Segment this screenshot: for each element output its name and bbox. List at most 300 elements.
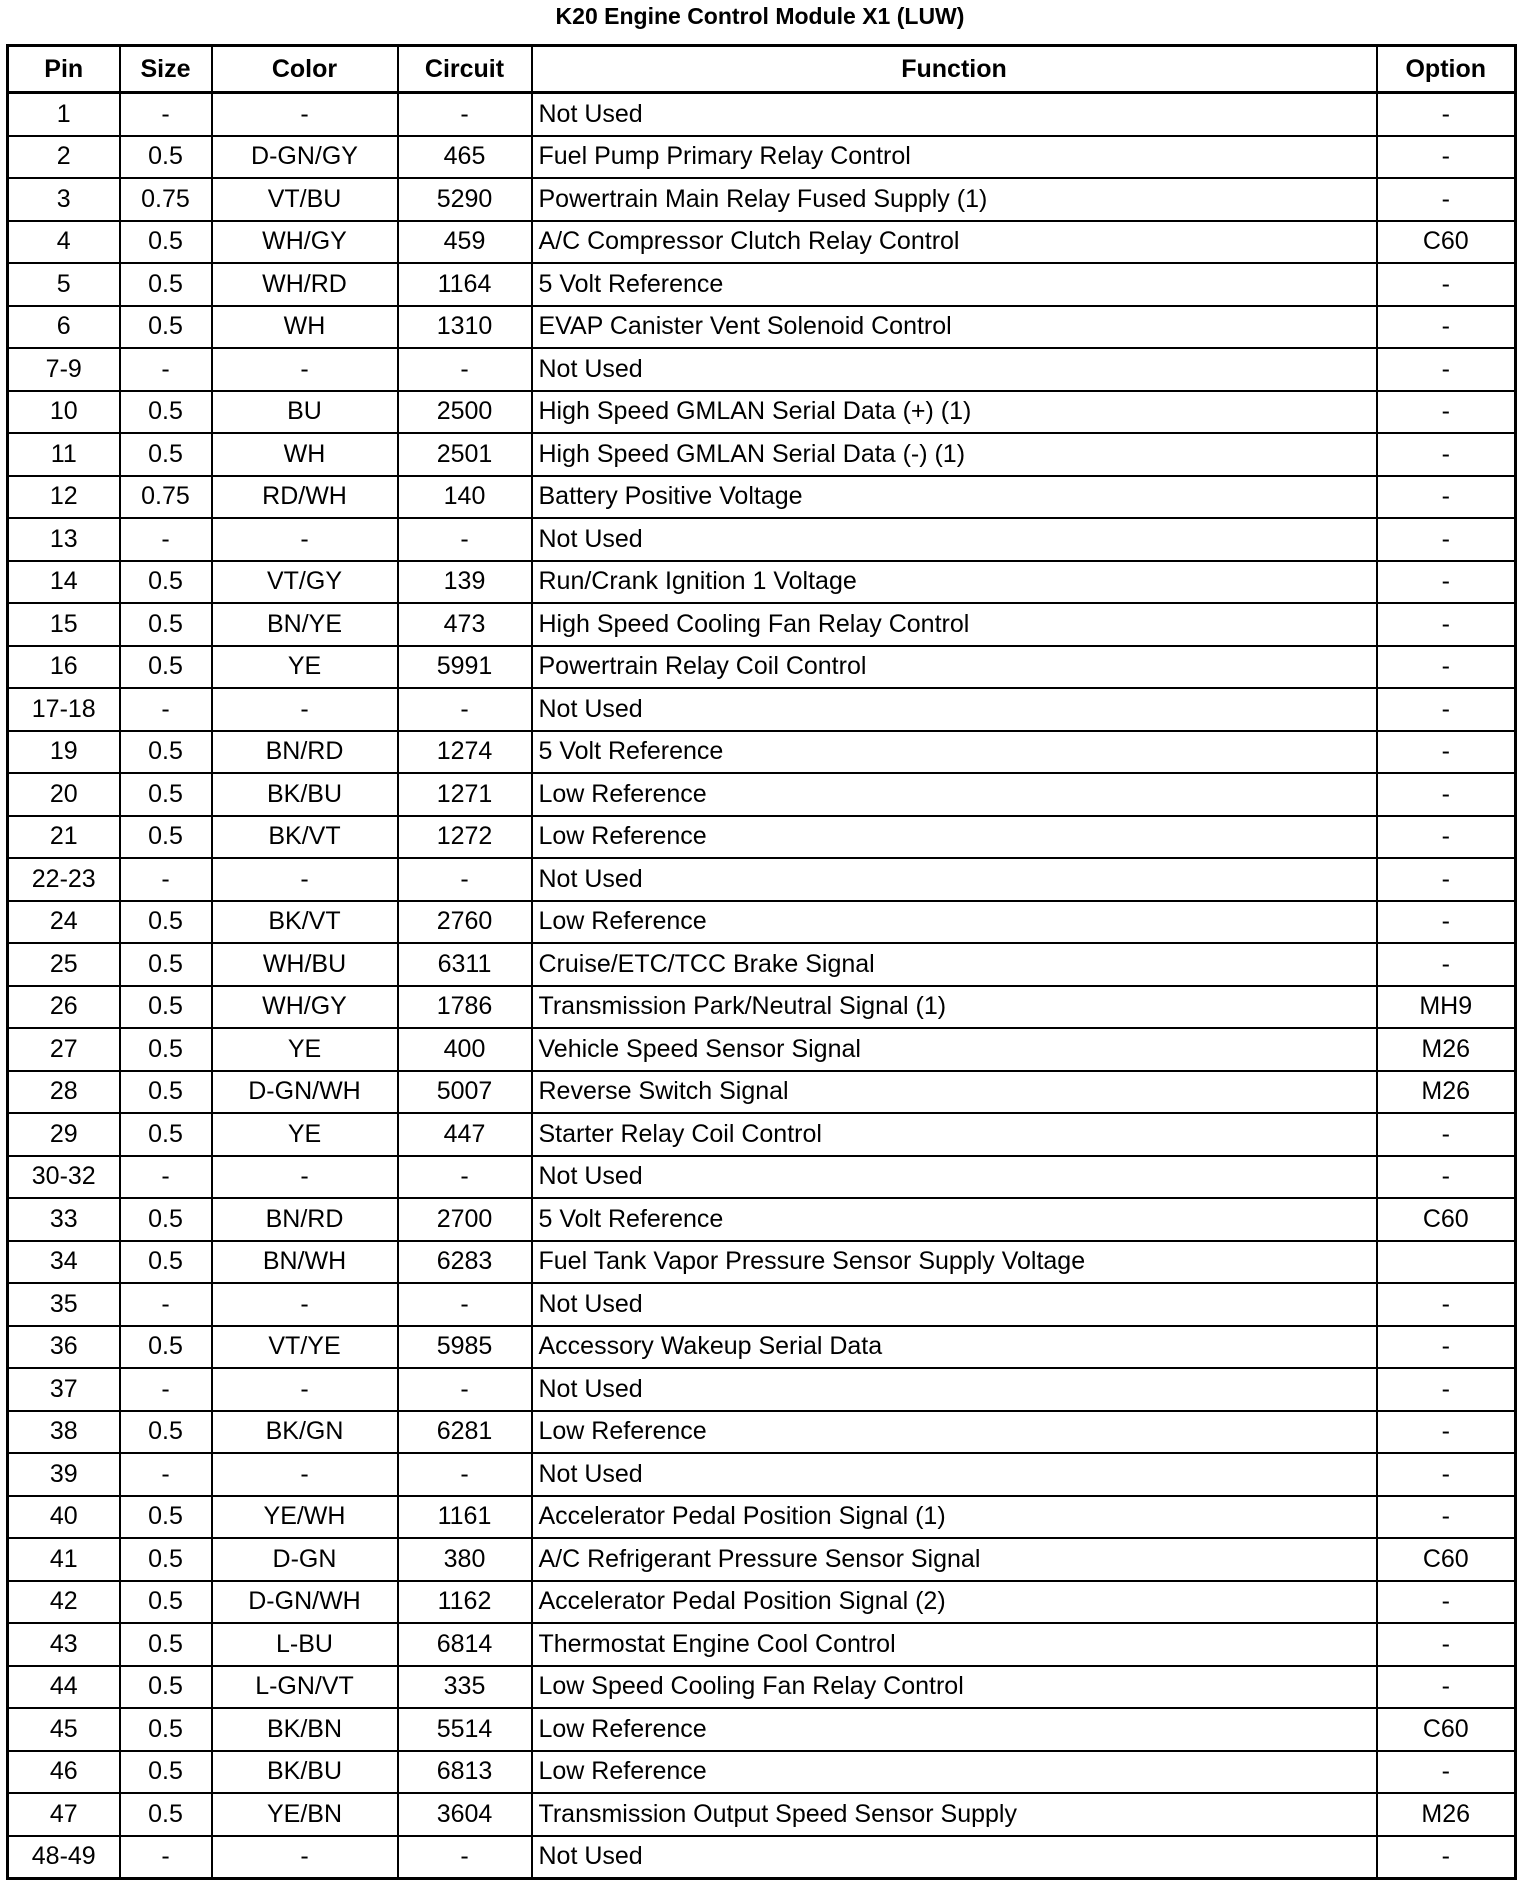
- table-row: [8, 858, 1516, 901]
- cell-pin: 10: [8, 391, 120, 434]
- cell-circuit: 1162: [398, 1581, 532, 1624]
- cell-option: -: [1377, 731, 1516, 774]
- cell-circuit: 6283: [398, 1241, 532, 1284]
- cell-function: 5 Volt Reference: [532, 263, 1377, 306]
- cell-size: 0.5: [120, 1326, 212, 1369]
- cell-circuit: 139: [398, 561, 532, 604]
- cell-size: 0.5: [120, 263, 212, 306]
- cell-pin: 44: [8, 1666, 120, 1709]
- cell-function: Powertrain Main Relay Fused Supply (1): [532, 178, 1377, 221]
- table-row: [8, 221, 1516, 264]
- cell-pin: 24: [8, 901, 120, 944]
- cell-function: Battery Positive Voltage: [532, 476, 1377, 519]
- cell-option: -: [1377, 518, 1516, 561]
- table-row: [8, 1708, 1516, 1751]
- cell-function: Powertrain Relay Coil Control: [532, 646, 1377, 689]
- cell-circuit: -: [398, 688, 532, 731]
- cell-pin: 11: [8, 433, 120, 476]
- cell-color: -: [212, 1283, 398, 1326]
- cell-circuit: 3604: [398, 1793, 532, 1836]
- cell-circuit: -: [398, 1836, 532, 1879]
- header-circuit: Circuit: [398, 46, 532, 93]
- cell-option: C60: [1377, 1198, 1516, 1241]
- cell-color: D-GN: [212, 1538, 398, 1581]
- table-row: [8, 1198, 1516, 1241]
- cell-option: -: [1377, 263, 1516, 306]
- table-row: [8, 348, 1516, 391]
- cell-size: 0.5: [120, 221, 212, 264]
- table-row: [8, 731, 1516, 774]
- cell-function: Not Used: [532, 1368, 1377, 1411]
- cell-color: YE: [212, 1113, 398, 1156]
- cell-circuit: 5007: [398, 1071, 532, 1114]
- cell-circuit: 1274: [398, 731, 532, 774]
- cell-circuit: -: [398, 1368, 532, 1411]
- cell-function: Starter Relay Coil Control: [532, 1113, 1377, 1156]
- cell-pin: 5: [8, 263, 120, 306]
- cell-color: BK/VT: [212, 816, 398, 859]
- cell-color: WH/BU: [212, 943, 398, 986]
- cell-color: BN/WH: [212, 1241, 398, 1284]
- cell-pin: 17-18: [8, 688, 120, 731]
- cell-circuit: 2700: [398, 1198, 532, 1241]
- cell-color: YE: [212, 646, 398, 689]
- cell-size: -: [120, 1156, 212, 1199]
- table-row: [8, 816, 1516, 859]
- cell-option: -: [1377, 1411, 1516, 1454]
- cell-circuit: 1310: [398, 306, 532, 349]
- cell-size: 0.5: [120, 1411, 212, 1454]
- cell-option: -: [1377, 816, 1516, 859]
- table-row: [8, 306, 1516, 349]
- header-pin: Pin: [8, 46, 120, 93]
- cell-size: 0.5: [120, 1241, 212, 1284]
- cell-pin: 26: [8, 986, 120, 1029]
- header-color: Color: [212, 46, 398, 93]
- cell-function: Accelerator Pedal Position Signal (1): [532, 1496, 1377, 1539]
- cell-size: 0.5: [120, 1538, 212, 1581]
- cell-function: A/C Compressor Clutch Relay Control: [532, 221, 1377, 264]
- cell-pin: 33: [8, 1198, 120, 1241]
- cell-option: M26: [1377, 1071, 1516, 1114]
- cell-size: 0.5: [120, 1623, 212, 1666]
- cell-color: WH/RD: [212, 263, 398, 306]
- cell-color: -: [212, 1453, 398, 1496]
- table-row: [8, 1581, 1516, 1624]
- cell-circuit: 2501: [398, 433, 532, 476]
- cell-size: 0.5: [120, 816, 212, 859]
- cell-color: L-BU: [212, 1623, 398, 1666]
- cell-circuit: 1272: [398, 816, 532, 859]
- table-row: [8, 93, 1516, 136]
- cell-size: 0.5: [120, 603, 212, 646]
- table-row: [8, 1411, 1516, 1454]
- cell-pin: 6: [8, 306, 120, 349]
- cell-size: 0.75: [120, 476, 212, 519]
- cell-size: -: [120, 1453, 212, 1496]
- cell-option: C60: [1377, 1538, 1516, 1581]
- cell-size: 0.5: [120, 1793, 212, 1836]
- cell-option: -: [1377, 1326, 1516, 1369]
- table-row: [8, 901, 1516, 944]
- cell-color: D-GN/WH: [212, 1071, 398, 1114]
- table-row: [8, 1156, 1516, 1199]
- cell-option: -: [1377, 1751, 1516, 1794]
- cell-circuit: -: [398, 1453, 532, 1496]
- cell-function: Not Used: [532, 1836, 1377, 1879]
- cell-circuit: 1161: [398, 1496, 532, 1539]
- cell-option: M26: [1377, 1793, 1516, 1836]
- cell-pin: 25: [8, 943, 120, 986]
- table-row: [8, 1113, 1516, 1156]
- cell-function: Transmission Park/Neutral Signal (1): [532, 986, 1377, 1029]
- header-option: Option: [1377, 46, 1516, 93]
- cell-option: -: [1377, 1453, 1516, 1496]
- cell-size: 0.5: [120, 1113, 212, 1156]
- cell-function: EVAP Canister Vent Solenoid Control: [532, 306, 1377, 349]
- cell-option: MH9: [1377, 986, 1516, 1029]
- table-row: [8, 391, 1516, 434]
- cell-color: -: [212, 688, 398, 731]
- cell-size: -: [120, 1836, 212, 1879]
- cell-circuit: 1271: [398, 773, 532, 816]
- cell-circuit: -: [398, 93, 532, 136]
- cell-pin: 40: [8, 1496, 120, 1539]
- cell-option: -: [1377, 561, 1516, 604]
- cell-circuit: 400: [398, 1028, 532, 1071]
- cell-pin: 3: [8, 178, 120, 221]
- table-row: [8, 688, 1516, 731]
- cell-size: 0.5: [120, 1028, 212, 1071]
- header-size: Size: [120, 46, 212, 93]
- cell-function: Fuel Pump Primary Relay Control: [532, 136, 1377, 179]
- cell-size: 0.5: [120, 561, 212, 604]
- cell-option: -: [1377, 391, 1516, 434]
- table-row: [8, 1241, 1516, 1284]
- cell-circuit: 380: [398, 1538, 532, 1581]
- table-row: [8, 263, 1516, 306]
- cell-circuit: 6311: [398, 943, 532, 986]
- cell-function: Low Reference: [532, 1411, 1377, 1454]
- cell-color: YE/WH: [212, 1496, 398, 1539]
- table-row: [8, 1751, 1516, 1794]
- cell-size: 0.5: [120, 391, 212, 434]
- cell-circuit: 6281: [398, 1411, 532, 1454]
- cell-circuit: 2760: [398, 901, 532, 944]
- cell-function: Low Speed Cooling Fan Relay Control: [532, 1666, 1377, 1709]
- cell-color: L-GN/VT: [212, 1666, 398, 1709]
- table-row: [8, 1283, 1516, 1326]
- cell-option: -: [1377, 476, 1516, 519]
- cell-function: Cruise/ETC/TCC Brake Signal: [532, 943, 1377, 986]
- cell-function: Low Reference: [532, 773, 1377, 816]
- cell-option: -: [1377, 901, 1516, 944]
- cell-option: -: [1377, 688, 1516, 731]
- cell-option: -: [1377, 603, 1516, 646]
- cell-pin: 48-49: [8, 1836, 120, 1879]
- cell-size: 0.5: [120, 306, 212, 349]
- cell-pin: 46: [8, 1751, 120, 1794]
- cell-function: Low Reference: [532, 1708, 1377, 1751]
- cell-function: Transmission Output Speed Sensor Supply: [532, 1793, 1377, 1836]
- cell-size: 0.5: [120, 136, 212, 179]
- cell-color: VT/BU: [212, 178, 398, 221]
- cell-pin: 20: [8, 773, 120, 816]
- table-header: [8, 46, 1516, 93]
- cell-color: -: [212, 1156, 398, 1199]
- table-row: [8, 136, 1516, 179]
- cell-function: Not Used: [532, 93, 1377, 136]
- table-row: [8, 1368, 1516, 1411]
- cell-function: High Speed GMLAN Serial Data (-) (1): [532, 433, 1377, 476]
- cell-option: -: [1377, 1666, 1516, 1709]
- cell-pin: 29: [8, 1113, 120, 1156]
- cell-pin: 19: [8, 731, 120, 774]
- cell-pin: 30-32: [8, 1156, 120, 1199]
- cell-pin: 28: [8, 1071, 120, 1114]
- cell-size: 0.5: [120, 986, 212, 1029]
- cell-option: -: [1377, 93, 1516, 136]
- cell-option: M26: [1377, 1028, 1516, 1071]
- cell-color: RD/WH: [212, 476, 398, 519]
- cell-pin: 38: [8, 1411, 120, 1454]
- cell-color: BK/VT: [212, 901, 398, 944]
- cell-option: -: [1377, 136, 1516, 179]
- cell-pin: 1: [8, 93, 120, 136]
- cell-option: -: [1377, 646, 1516, 689]
- cell-option: -: [1377, 1836, 1516, 1879]
- table-row: [8, 1326, 1516, 1369]
- cell-size: 0.5: [120, 1666, 212, 1709]
- cell-color: BN/YE: [212, 603, 398, 646]
- cell-function: Low Reference: [532, 901, 1377, 944]
- cell-color: WH/GY: [212, 986, 398, 1029]
- cell-color: BK/BU: [212, 1751, 398, 1794]
- cell-function: Not Used: [532, 348, 1377, 391]
- cell-size: 0.5: [120, 1071, 212, 1114]
- cell-color: BK/GN: [212, 1411, 398, 1454]
- cell-circuit: 2500: [398, 391, 532, 434]
- cell-pin: 13: [8, 518, 120, 561]
- cell-color: BK/BU: [212, 773, 398, 816]
- cell-color: D-GN/GY: [212, 136, 398, 179]
- header-function: Function: [532, 46, 1377, 93]
- cell-color: BN/RD: [212, 1198, 398, 1241]
- cell-pin: 27: [8, 1028, 120, 1071]
- table-row: [8, 1538, 1516, 1581]
- cell-function: Vehicle Speed Sensor Signal: [532, 1028, 1377, 1071]
- cell-circuit: 5514: [398, 1708, 532, 1751]
- cell-pin: 14: [8, 561, 120, 604]
- table-row: [8, 603, 1516, 646]
- cell-pin: 4: [8, 221, 120, 264]
- cell-size: 0.5: [120, 646, 212, 689]
- cell-circuit: 6813: [398, 1751, 532, 1794]
- table-row: [8, 1496, 1516, 1539]
- cell-pin: 34: [8, 1241, 120, 1284]
- cell-circuit: 5290: [398, 178, 532, 221]
- cell-color: BK/BN: [212, 1708, 398, 1751]
- cell-size: -: [120, 518, 212, 561]
- cell-circuit: 1786: [398, 986, 532, 1029]
- cell-function: Thermostat Engine Cool Control: [532, 1623, 1377, 1666]
- cell-size: -: [120, 1283, 212, 1326]
- cell-color: VT/YE: [212, 1326, 398, 1369]
- cell-function: Not Used: [532, 1283, 1377, 1326]
- cell-circuit: -: [398, 518, 532, 561]
- cell-color: YE: [212, 1028, 398, 1071]
- cell-pin: 2: [8, 136, 120, 179]
- table-title: K20 Engine Control Module X1 (LUW): [555, 3, 965, 29]
- cell-circuit: 5991: [398, 646, 532, 689]
- cell-size: 0.5: [120, 1198, 212, 1241]
- table-row: [8, 178, 1516, 221]
- cell-option: C60: [1377, 221, 1516, 264]
- cell-option: [1377, 1241, 1516, 1284]
- table-row: [8, 1028, 1516, 1071]
- cell-option: -: [1377, 858, 1516, 901]
- cell-size: -: [120, 1368, 212, 1411]
- cell-color: -: [212, 518, 398, 561]
- cell-color: YE/BN: [212, 1793, 398, 1836]
- cell-function: Low Reference: [532, 816, 1377, 859]
- cell-size: 0.5: [120, 943, 212, 986]
- cell-function: A/C Refrigerant Pressure Sensor Signal: [532, 1538, 1377, 1581]
- cell-pin: 39: [8, 1453, 120, 1496]
- cell-size: -: [120, 858, 212, 901]
- pinout-table: [6, 44, 1517, 1880]
- cell-option: -: [1377, 1581, 1516, 1624]
- cell-function: Accelerator Pedal Position Signal (2): [532, 1581, 1377, 1624]
- cell-pin: 37: [8, 1368, 120, 1411]
- cell-color: -: [212, 858, 398, 901]
- cell-function: Not Used: [532, 1453, 1377, 1496]
- cell-pin: 42: [8, 1581, 120, 1624]
- cell-function: Not Used: [532, 858, 1377, 901]
- cell-option: C60: [1377, 1708, 1516, 1751]
- cell-function: Fuel Tank Vapor Pressure Sensor Supply Voltage: [532, 1241, 1377, 1284]
- cell-pin: 36: [8, 1326, 120, 1369]
- cell-function: Not Used: [532, 518, 1377, 561]
- cell-function: Accessory Wakeup Serial Data: [532, 1326, 1377, 1369]
- cell-pin: 21: [8, 816, 120, 859]
- cell-pin: 47: [8, 1793, 120, 1836]
- cell-option: -: [1377, 433, 1516, 476]
- cell-circuit: 140: [398, 476, 532, 519]
- cell-color: -: [212, 93, 398, 136]
- cell-size: -: [120, 348, 212, 391]
- cell-size: 0.5: [120, 433, 212, 476]
- cell-function: Low Reference: [532, 1751, 1377, 1794]
- table-row: [8, 476, 1516, 519]
- cell-option: -: [1377, 1113, 1516, 1156]
- cell-option: -: [1377, 1623, 1516, 1666]
- table-row: [8, 646, 1516, 689]
- cell-function: 5 Volt Reference: [532, 1198, 1377, 1241]
- table-row: [8, 1836, 1516, 1879]
- cell-option: -: [1377, 348, 1516, 391]
- cell-size: 0.5: [120, 1708, 212, 1751]
- cell-option: -: [1377, 1156, 1516, 1199]
- cell-size: 0.5: [120, 901, 212, 944]
- cell-pin: 35: [8, 1283, 120, 1326]
- table-row: [8, 986, 1516, 1029]
- table-row: [8, 1071, 1516, 1114]
- cell-circuit: 459: [398, 221, 532, 264]
- table-row: [8, 518, 1516, 561]
- cell-pin: 16: [8, 646, 120, 689]
- cell-circuit: -: [398, 348, 532, 391]
- cell-color: -: [212, 1368, 398, 1411]
- cell-option: -: [1377, 1283, 1516, 1326]
- cell-circuit: -: [398, 1156, 532, 1199]
- cell-pin: 7-9: [8, 348, 120, 391]
- cell-pin: 12: [8, 476, 120, 519]
- cell-pin: 15: [8, 603, 120, 646]
- cell-option: -: [1377, 1496, 1516, 1539]
- cell-size: 0.75: [120, 178, 212, 221]
- table-row: [8, 1623, 1516, 1666]
- cell-circuit: -: [398, 1283, 532, 1326]
- table-row: [8, 773, 1516, 816]
- cell-size: 0.5: [120, 773, 212, 816]
- cell-size: 0.5: [120, 1496, 212, 1539]
- cell-circuit: 473: [398, 603, 532, 646]
- cell-function: Run/Crank Ignition 1 Voltage: [532, 561, 1377, 604]
- cell-pin: 41: [8, 1538, 120, 1581]
- table-row: [8, 1666, 1516, 1709]
- cell-circuit: 5985: [398, 1326, 532, 1369]
- table-row: [8, 433, 1516, 476]
- cell-function: Reverse Switch Signal: [532, 1071, 1377, 1114]
- cell-color: VT/GY: [212, 561, 398, 604]
- cell-size: 0.5: [120, 1751, 212, 1794]
- cell-color: D-GN/WH: [212, 1581, 398, 1624]
- cell-function: High Speed Cooling Fan Relay Control: [532, 603, 1377, 646]
- table-row: [8, 943, 1516, 986]
- table-row: [8, 561, 1516, 604]
- cell-size: 0.5: [120, 1581, 212, 1624]
- cell-size: -: [120, 688, 212, 731]
- header-row: [8, 46, 1516, 93]
- table-row: [8, 1793, 1516, 1836]
- cell-option: -: [1377, 943, 1516, 986]
- cell-option: -: [1377, 306, 1516, 349]
- table-row: [8, 1453, 1516, 1496]
- cell-circuit: -: [398, 858, 532, 901]
- cell-size: 0.5: [120, 731, 212, 774]
- cell-option: -: [1377, 1368, 1516, 1411]
- cell-pin: 22-23: [8, 858, 120, 901]
- cell-circuit: 1164: [398, 263, 532, 306]
- cell-color: -: [212, 348, 398, 391]
- cell-circuit: 465: [398, 136, 532, 179]
- cell-function: High Speed GMLAN Serial Data (+) (1): [532, 391, 1377, 434]
- cell-circuit: 335: [398, 1666, 532, 1709]
- cell-function: Not Used: [532, 1156, 1377, 1199]
- cell-function: Not Used: [532, 688, 1377, 731]
- cell-pin: 45: [8, 1708, 120, 1751]
- cell-color: BN/RD: [212, 731, 398, 774]
- table-body: [8, 93, 1516, 1879]
- cell-color: WH/GY: [212, 221, 398, 264]
- cell-circuit: 447: [398, 1113, 532, 1156]
- cell-option: -: [1377, 178, 1516, 221]
- cell-circuit: 6814: [398, 1623, 532, 1666]
- cell-color: WH: [212, 306, 398, 349]
- cell-color: WH: [212, 433, 398, 476]
- cell-function: 5 Volt Reference: [532, 731, 1377, 774]
